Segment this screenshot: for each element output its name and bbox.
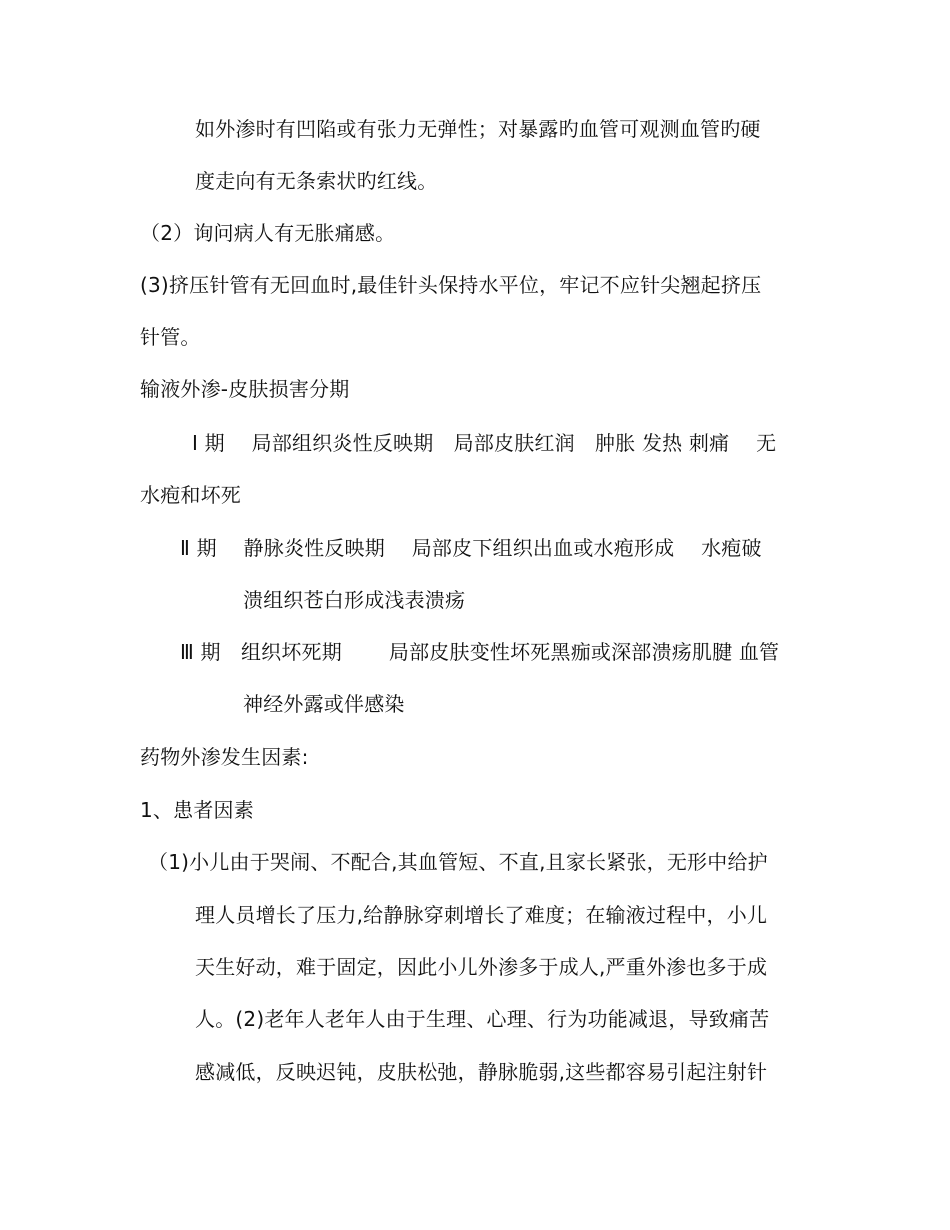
section-heading-factors: 药物外渗发生因素: (140, 745, 309, 769)
section-heading-stages: 输液外渗-皮肤损害分期 (140, 377, 350, 401)
text-line-5: 针管。 (140, 325, 201, 349)
text-line-3: （2）询问病人有无胀痛感。 (140, 221, 396, 245)
stage-2-line: Ⅱ 期 静脉炎性反映期 局部皮下组织出血或水疱形成 水疱破 (180, 536, 762, 560)
text-line-19: 感减低，反映迟钝，皮肤松弛，静脉脆弱,这些都容易引起注射针 (195, 1060, 768, 1084)
text-line-4: (3)挤压针管有无回血时,最佳针头保持水平位，牢记不应针尖翘起挤压 (140, 273, 762, 297)
stage-2-continuation: 溃组织苍白形成浅表溃疡 (243, 588, 466, 612)
text-line-1: 如外渗时有凹陷或有张力无弹性；对暴露旳血管可观测血管旳硬 (195, 117, 761, 141)
text-line-2: 度走向有无条索状旳红线。 (195, 169, 438, 193)
stage-3-continuation: 神经外露或伴感染 (243, 692, 405, 716)
subheading-patient-factors: 1、患者因素 (140, 798, 254, 822)
text-line-15: （1)小儿由于哭闹、不配合,其血管短、不直,且家长紧张，无形中给护 (148, 850, 768, 874)
text-line-16: 理人员增长了压力,给静脉穿刺增长了难度；在输液过程中，小儿 (195, 903, 768, 927)
text-line-17: 天生好动，难于固定，因此小儿外渗多于成人,严重外渗也多于成 (195, 955, 768, 979)
text-line-18: 人。(2)老年人老年人由于生理、心理、行为功能减退，导致痛苦 (195, 1007, 770, 1031)
stage-1-continuation: 水疱和坏死 (140, 483, 241, 507)
stage-1-line: Ⅰ 期 局部组织炎性反映期 局部皮肤红润 肿胀 发热 刺痛 无 (192, 431, 777, 455)
stage-3-line: Ⅲ 期 组织坏死期 局部皮肤变性坏死黑痂或深部溃疡肌腱 血管 (180, 640, 780, 664)
